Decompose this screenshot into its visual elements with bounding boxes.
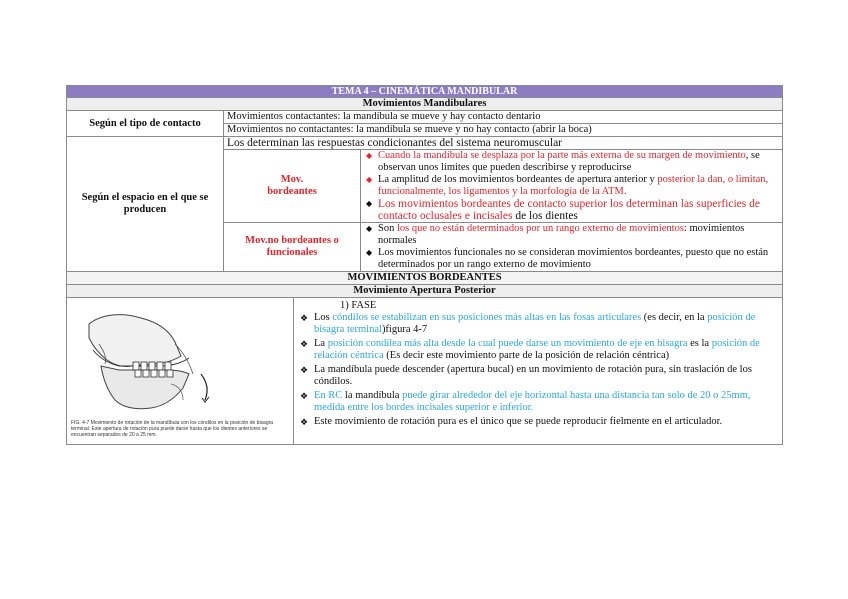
list-item: ◆ La amplitud de los movimientos bordeantes de apertura anterior y posterior la dan, o limitan, funcionalmente, los ligamentos y la morfología de la ATM. bbox=[366, 174, 769, 197]
list-item: ❖ Este movimiento de rotación pura es el único que se puede reproducir fielmente en el articulador. bbox=[300, 416, 723, 427]
diamond-bullet-icon: ◆ bbox=[366, 199, 373, 208]
four-diamond-bullet-icon: ❖ bbox=[300, 417, 309, 427]
diamond-bullet-icon: ◆ bbox=[366, 175, 373, 184]
contact-label: Según el tipo de contacto bbox=[67, 111, 224, 137]
four-diamond-bullet-icon: ❖ bbox=[300, 339, 309, 349]
no-bordeantes-cell bbox=[361, 223, 783, 272]
section-title: MOVIMIENTOS BORDEANTES bbox=[67, 272, 783, 285]
no-bordeantes-label: Mov.no bordeantes o funcionales bbox=[224, 223, 361, 272]
four-diamond-bullet-icon: ❖ bbox=[300, 313, 309, 323]
diamond-bullet-icon: ◆ bbox=[366, 151, 373, 160]
four-diamond-bullet-icon: ❖ bbox=[300, 391, 309, 401]
contact-row-1: Movimientos contactantes: la mandíbula se mueve y hay contacto dentario bbox=[224, 111, 783, 124]
diamond-bullet-icon: ◆ bbox=[366, 248, 373, 257]
list-item: ◆ Los movimientos bordeantes de contacto superior los determinan las superficies de contacto oclusales e incisales de los dientes bbox=[366, 198, 760, 222]
list-item: ❖ La posición condílea más alta desde la cual puede darse un movimiento de eje en bisagra es la posición de relación céntrica (Es decir este movimiento parte de la posición de relación céntrica) bbox=[300, 338, 760, 361]
summary-table bbox=[66, 85, 783, 298]
space-intro: Los determinan las respuestas condicionantes del sistema neuromuscular bbox=[224, 137, 783, 150]
figure-cell bbox=[67, 298, 294, 445]
four-diamond-bullet-icon: ❖ bbox=[300, 365, 309, 375]
diamond-bullet-icon: ◆ bbox=[366, 224, 373, 233]
section-subtitle: Movimiento Apertura Posterior bbox=[67, 285, 783, 298]
document-page bbox=[66, 85, 782, 445]
table-subtitle: Movimientos Mandibulares bbox=[67, 98, 783, 111]
bordeantes-label: Mov. bordeantes bbox=[224, 150, 361, 223]
bordeantes-cell bbox=[361, 150, 783, 223]
figure-caption: FIG. 4-7 Movimiento de rotación de la mandíbula con los cóndilos en la posición de bisagra terminal. Este apertura de rotación pura puede darse hasta que los dientes anteriores se encuentran separados de 20 a 25 mm. bbox=[71, 420, 274, 438]
list-item: ◆ Los movimientos funcionales no se consideran movimientos bordeantes, puesto que no están determinados por un rango externo de movimiento bbox=[366, 247, 769, 270]
apertura-table bbox=[66, 298, 783, 445]
fase-heading: 1) FASE bbox=[340, 300, 377, 311]
list-item: ❖ La mandíbula puede descender (apertura bucal) en un movimiento de rotación pura, sin traslación de los cóndilos. bbox=[300, 364, 752, 387]
mandible-figure bbox=[71, 304, 221, 414]
table-title: TEMA 4 – CINEMÁTICA MANDIBULAR bbox=[67, 86, 783, 98]
list-item: ◆ Cuando la mandíbula se desplaza por la parte más externa de su margen de movimiento, se observan unos límites que pueden describirse y reproducirse bbox=[366, 150, 760, 173]
list-item: ❖ Los cóndilos se estabilizan en sus posiciones más altas en las fosas articulares (es decir, en la posición de bisagra terminal)figura 4-7 bbox=[300, 312, 756, 335]
list-item: ❖ En RC la mandíbula puede girar alrededor del eje horizontal hasta una distancia tan solo de 20 o 25mm, medida entre los bordes incisales superior e inferior. bbox=[300, 390, 751, 413]
space-label: Según el espacio en el que se producen bbox=[67, 137, 224, 272]
fase-cell bbox=[294, 298, 783, 445]
contact-row-2: Movimientos no contactantes: la mandíbula se mueve y no hay contacto (abrir la boca) bbox=[224, 124, 783, 137]
list-item: ◆ Son los que no están determinados por un rango externo de movimientos: movimientos normales bbox=[366, 223, 745, 246]
